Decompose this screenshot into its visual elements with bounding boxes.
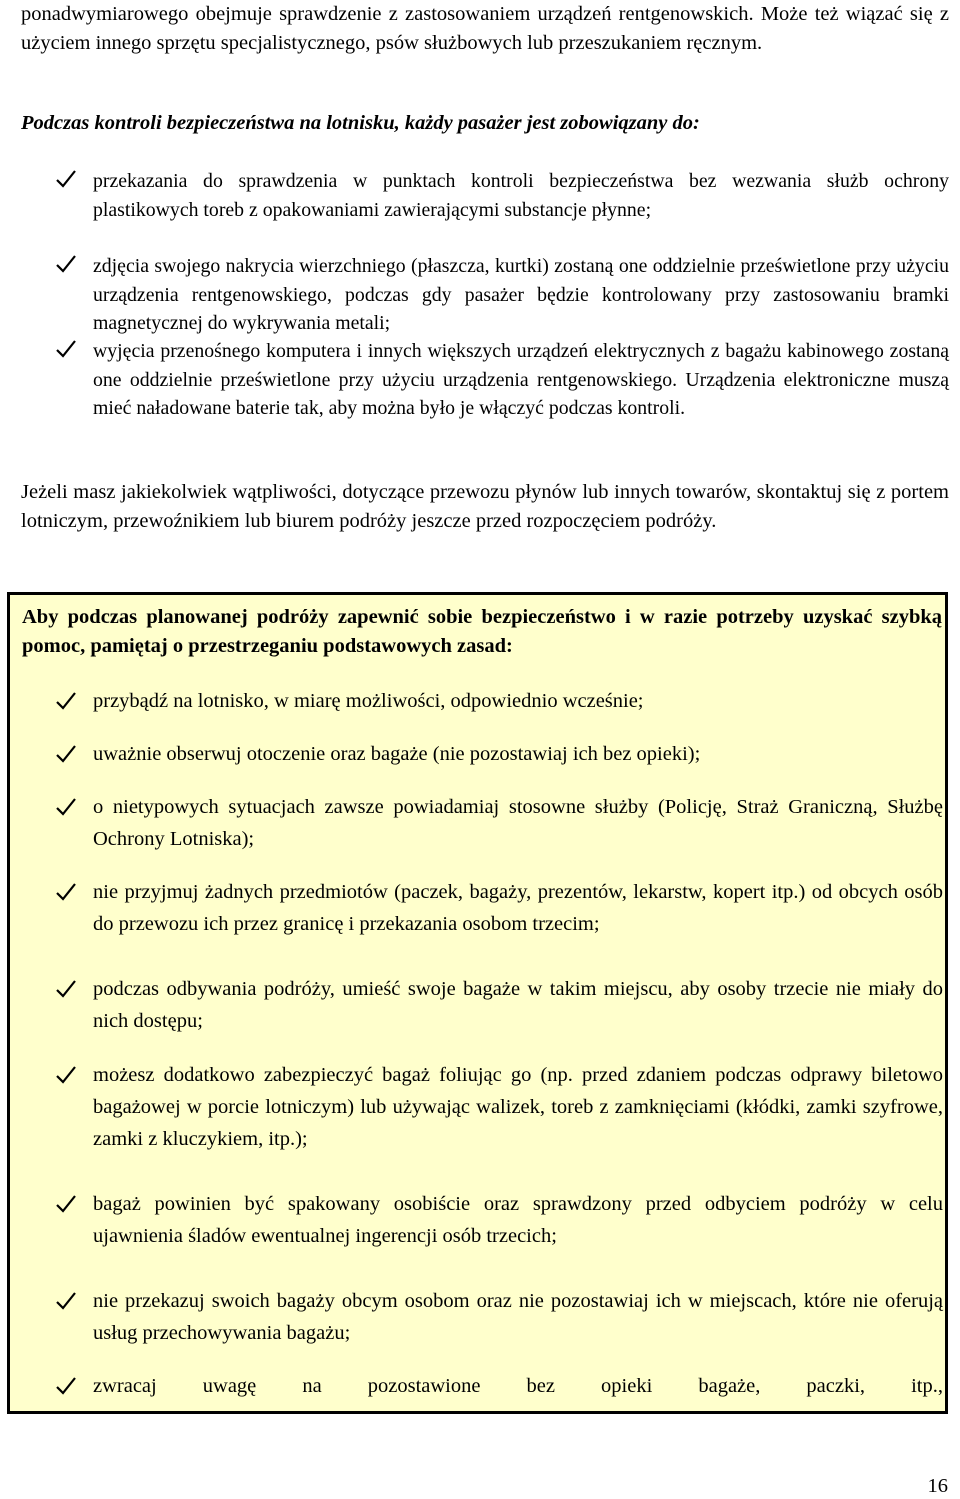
safety-tip: możesz dodatkowo zabezpieczyć bagaż foliując go (np. przed zdaniem podczas odprawy biletowo bagażowej w porcie lotniczym) lub używając walizek, toreb z zamknięciami (kłódki, zamki szyfrowe, zamki z kluczykiem, itp.); [93,1064,943,1150]
safety-tip: przybądź na lotnisko, w miarę możliwości, odpowiednio wcześnie; [93,690,644,712]
checkmark-icon [55,796,77,818]
checkmark-icon [55,1193,77,1215]
security-heading: Podczas kontroli bezpieczeństwa na lotnisku, każdy pasażer jest zobowiązany do: [21,112,700,134]
security-item: zdjęcia swojego nakrycia wierzchniego (płaszcza, kurtki) zostaną one oddzielnie prześwietlone przy użyciu urządzenia rentgenowskiego, podczas gdy pasażer będzie kontrolowany przy zastosowaniu bramki magnetycznej do wykrywania metali; [93,255,949,334]
security-item: wyjęcia przenośnego komputera i innych większych urządzeń elektrycznych z bagażu kabinowego zostaną one oddzielnie prześwietlone przy użyciu urządzenia rentgenowskiego. Urządzenia elektroniczne muszą mieć naładowane baterie tak, aby można było je włączyć podczas kontroli. [93,340,949,419]
checkmark-icon [55,690,77,712]
safety-tip: zwracaj uwagę na pozostawione bez opieki bagaże, paczki, itp., [93,1375,943,1397]
intro-paragraph: ponadwymiarowego obejmuje sprawdzenie z zastosowaniem urządzeń rentgenowskich. Może też wiązać się z użyciem innego sprzętu specjalistycznego, psów służbowych lub przeszukaniem ręcznym. [21,3,949,54]
safety-tip: bagaż powinien być spakowany osobiście oraz sprawdzony przed odbyciem podróży w celu ujawnienia śladów ewentualnej ingerencji osób trzecich; [93,1193,943,1247]
security-item: przekazania do sprawdzenia w punktach kontroli bezpieczeństwa bez wezwania służb ochrony plastikowych toreb z opakowaniami zawierającymi substancje płynne; [93,170,949,221]
safety-tip: nie przyjmuj żadnych przedmiotów (paczek, bagaży, prezentów, lekarstw, kopert itp.) od obcych osób do przewozu ich przez granicę i przekazania osobom trzecim; [93,881,943,935]
page-number: 16 [927,1475,948,1497]
safety-tip: podczas odbywania podróży, umieść swoje bagaże w takim miejscu, aby osoby trzecie nie miały do nich dostępu; [93,978,943,1032]
checkmark-icon [55,743,77,765]
checkmark-icon [55,338,77,360]
checkmark-icon [55,1290,77,1312]
checkmark-icon [55,1375,77,1397]
safety-tip: uważnie obserwuj otoczenie oraz bagaże (nie pozostawiaj ich bez opieki); [93,743,701,765]
safety-tips-box [7,592,948,1414]
safety-tip: nie przekazuj swoich bagaży obcym osobom oraz nie pozostawiaj ich w miejscach, które nie oferują usług przechowywania bagażu; [93,1290,943,1344]
checkmark-icon [55,1064,77,1086]
checkmark-icon [55,881,77,903]
checkmark-icon [55,168,77,190]
safety-tip: o nietypowych sytuacjach zawsze powiadamiaj stosowne służby (Policję, Straż Graniczną, Służbę Ochrony Lotniska); [93,796,943,850]
checkmark-icon [55,253,77,275]
box-heading: Aby podczas planowanej podróży zapewnić sobie bezpieczeństwo i w razie potrzeby uzyskać szybką pomoc, pamiętaj o przestrzeganiu podstawowych zasad: [22,606,942,657]
contact-paragraph: Jeżeli masz jakiekolwiek wątpliwości, dotyczące przewozu płynów lub innych towarów, skontaktuj się z portem lotniczym, przewoźnikiem lub biurem podróży jeszcze przed rozpoczęciem podróży. [21,481,949,532]
checkmark-icon [55,978,77,1000]
